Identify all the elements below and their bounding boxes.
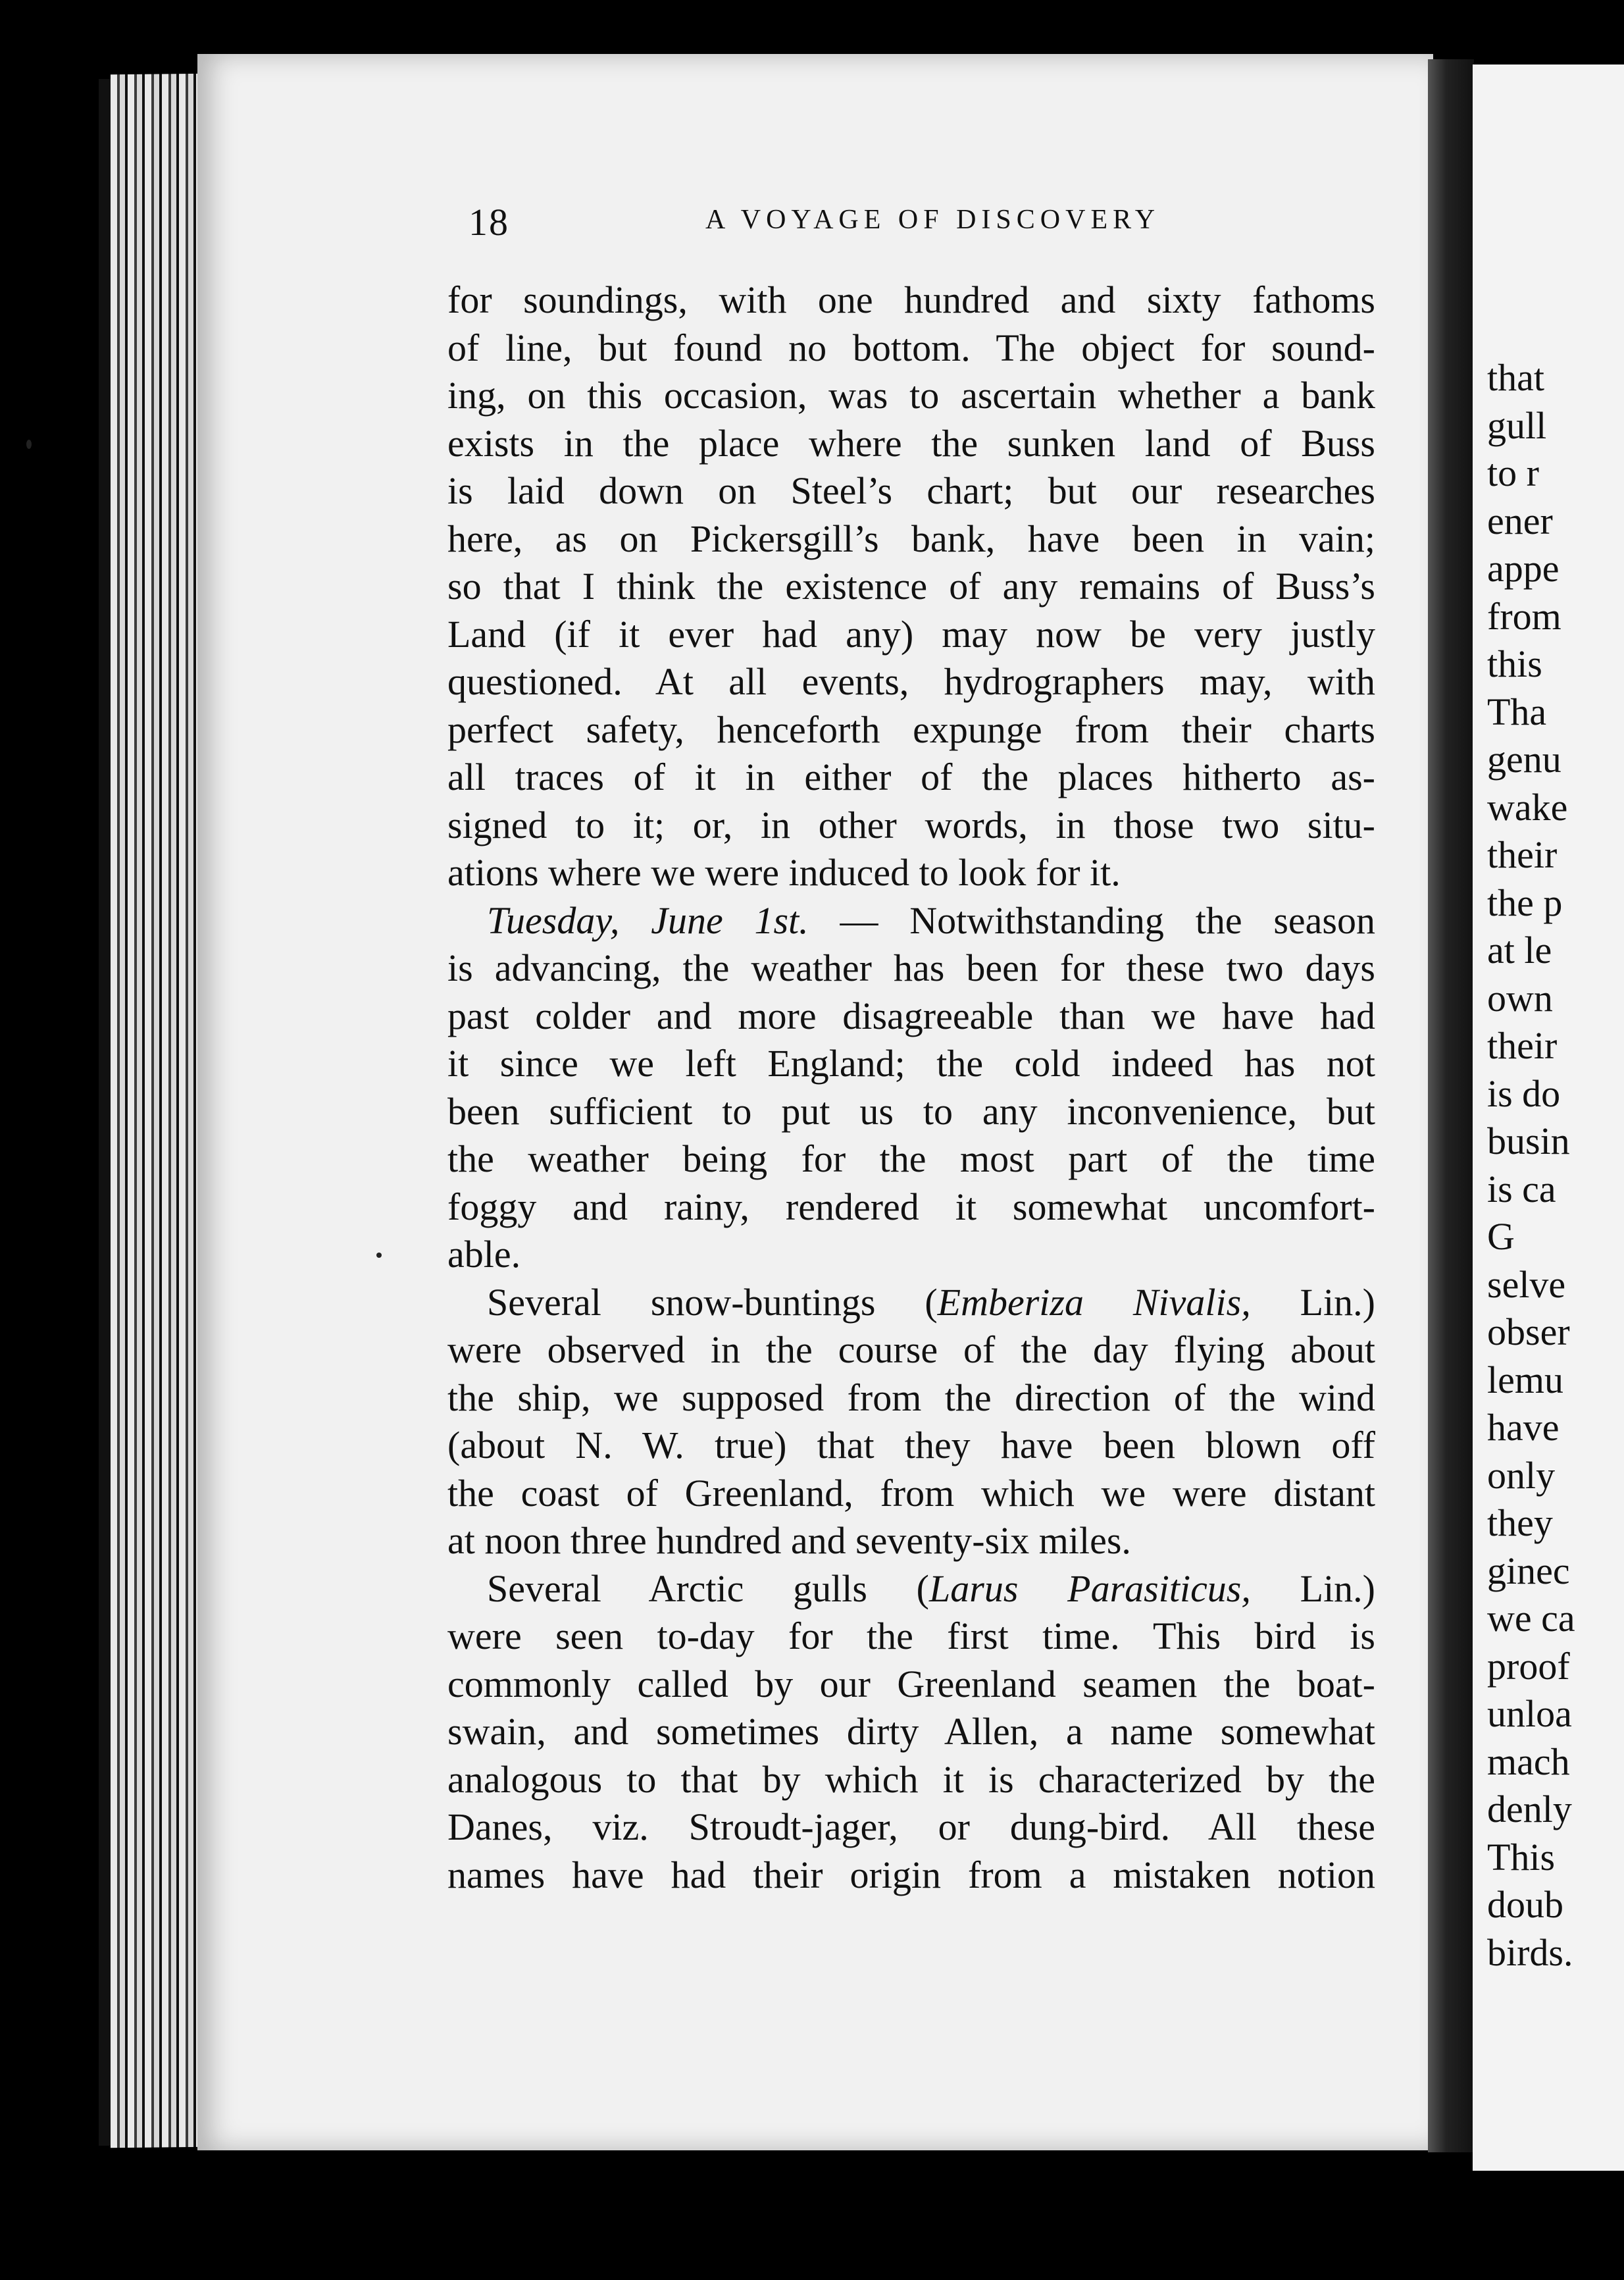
text-line: the ship, we supposed from the direction of the wind [447,1376,1375,1419]
text-line: the weather being for the most part of the time [447,1137,1375,1180]
text-line: Land (if it ever had any) may now be very justly [447,612,1375,656]
text-line: names have had their origin from a mistaken notion [447,1853,1375,1896]
right-page-line: to r [1487,452,1539,494]
book-spine [1428,59,1474,2152]
text-line: all traces of it in either of the places hitherto as- [447,756,1375,798]
right-page-line: that [1487,356,1544,399]
text-line: foggy and rainy, rendered it somewhat uncomfort- [447,1185,1375,1228]
right-page-line: G [1487,1215,1515,1258]
text-line: of line, but found no bottom. The object for sound- [447,326,1375,369]
text-line: been sufficient to put us to any inconvenience, but [447,1089,1375,1133]
text-line: Danes, viz. Stroudt-jager, or dung-bird. All these [447,1805,1375,1848]
text-line: Several Arctic gulls (Larus Parasiticus, Lin.) [487,1567,1375,1610]
right-page-line: own [1487,976,1553,1020]
text-line: past colder and more disagreeable than we have had [447,994,1375,1037]
text-line: ations where we were induced to look for it. [447,851,1121,894]
scan-speck [26,440,32,449]
right-page-line: only [1487,1453,1556,1497]
text-line: ing, on this occasion, was to ascertain whether a bank [447,374,1375,417]
right-page-text [1487,354,1624,1977]
right-page-line: Tha [1487,690,1547,733]
right-page-line: have [1487,1406,1560,1449]
text-line: were observed in the course of the day flying about [447,1328,1375,1371]
running-head: A VOYAGE OF DISCOVERY [705,205,1161,235]
text-line: is advancing, the weather has been for these two days [447,946,1375,989]
text-line: here, as on Pickersgill’s bank, have been in vain; [447,517,1375,560]
text-line: analogous to that by which it is characterized by the [447,1757,1375,1801]
right-page-line: from [1487,594,1561,638]
text-line: commonly called by our Greenland seamen the boat- [447,1662,1375,1705]
page-number: 18 [469,201,509,244]
right-page-line: this [1487,642,1542,685]
text-line: swain, and sometimes dirty Allen, a name somewhat [447,1710,1375,1753]
right-page-line: ginec [1487,1549,1570,1592]
text-line: so that I think the existence of any remains of Buss’s [447,565,1375,608]
text-line: at noon three hundred and seventy-six miles. [447,1519,1131,1562]
right-page-line: appe [1487,547,1560,590]
right-page-line: they [1487,1501,1553,1544]
text-line: is laid down on Steel’s chart; but our researches [447,469,1375,512]
text-line: signed to it; or, in other words, in those two situ- [447,803,1375,846]
right-page-line: This [1487,1835,1556,1878]
right-page-line: selve [1487,1262,1566,1306]
right-page-line: their [1487,1024,1558,1067]
right-page-line: is ca [1487,1167,1556,1210]
right-page-line: obser [1487,1310,1570,1353]
right-page-line: wake [1487,785,1568,829]
right-page-line: gull [1487,403,1547,447]
page-header [469,200,1161,246]
right-page-line: birds. [1487,1930,1573,1974]
right-page-line: mach [1487,1740,1570,1783]
right-page-line: is do [1487,1072,1561,1115]
right-page-line: the p [1487,881,1563,924]
right-page-line: proof [1487,1644,1570,1688]
right-page-line: denly [1487,1788,1572,1830]
scan-speck [376,1253,382,1258]
right-page-line: unloa [1487,1692,1572,1735]
text-line: able. [447,1233,521,1276]
text-line: were seen to-day for the first time. This bird is [447,1615,1375,1657]
right-page-line: we ca [1487,1597,1575,1640]
text-line: Several snow-buntings (Emberiza Nivalis, Lin.) [487,1280,1375,1324]
right-facing-page [1473,65,1624,2171]
right-page-line: doub [1487,1883,1563,1926]
right-page-line: lemu [1487,1358,1563,1401]
text-line: for soundings, with one hundred and sixty fathoms [447,278,1375,321]
right-page-line: busin [1487,1120,1570,1162]
text-line: perfect safety, henceforth expunge from their charts [447,708,1375,751]
text-line: Tuesday, June 1st. — Notwithstanding the season [487,898,1375,942]
text-line: (about N. W. true) that they have been blown off [447,1424,1375,1466]
right-page-line: their [1487,833,1558,876]
text-line: exists in the place where the sunken land of Buss [447,421,1375,465]
right-page-line: ener [1487,499,1553,542]
right-page-line: genu [1487,738,1561,781]
right-page-line: at le [1487,929,1552,972]
text-line: the coast of Greenland, from which we were distant [447,1471,1375,1515]
text-line: questioned. At all events, hydrographers may, with [447,660,1375,703]
text-line: it since we left England; the cold indeed has not [447,1042,1375,1085]
page-body-text [447,276,1375,1899]
